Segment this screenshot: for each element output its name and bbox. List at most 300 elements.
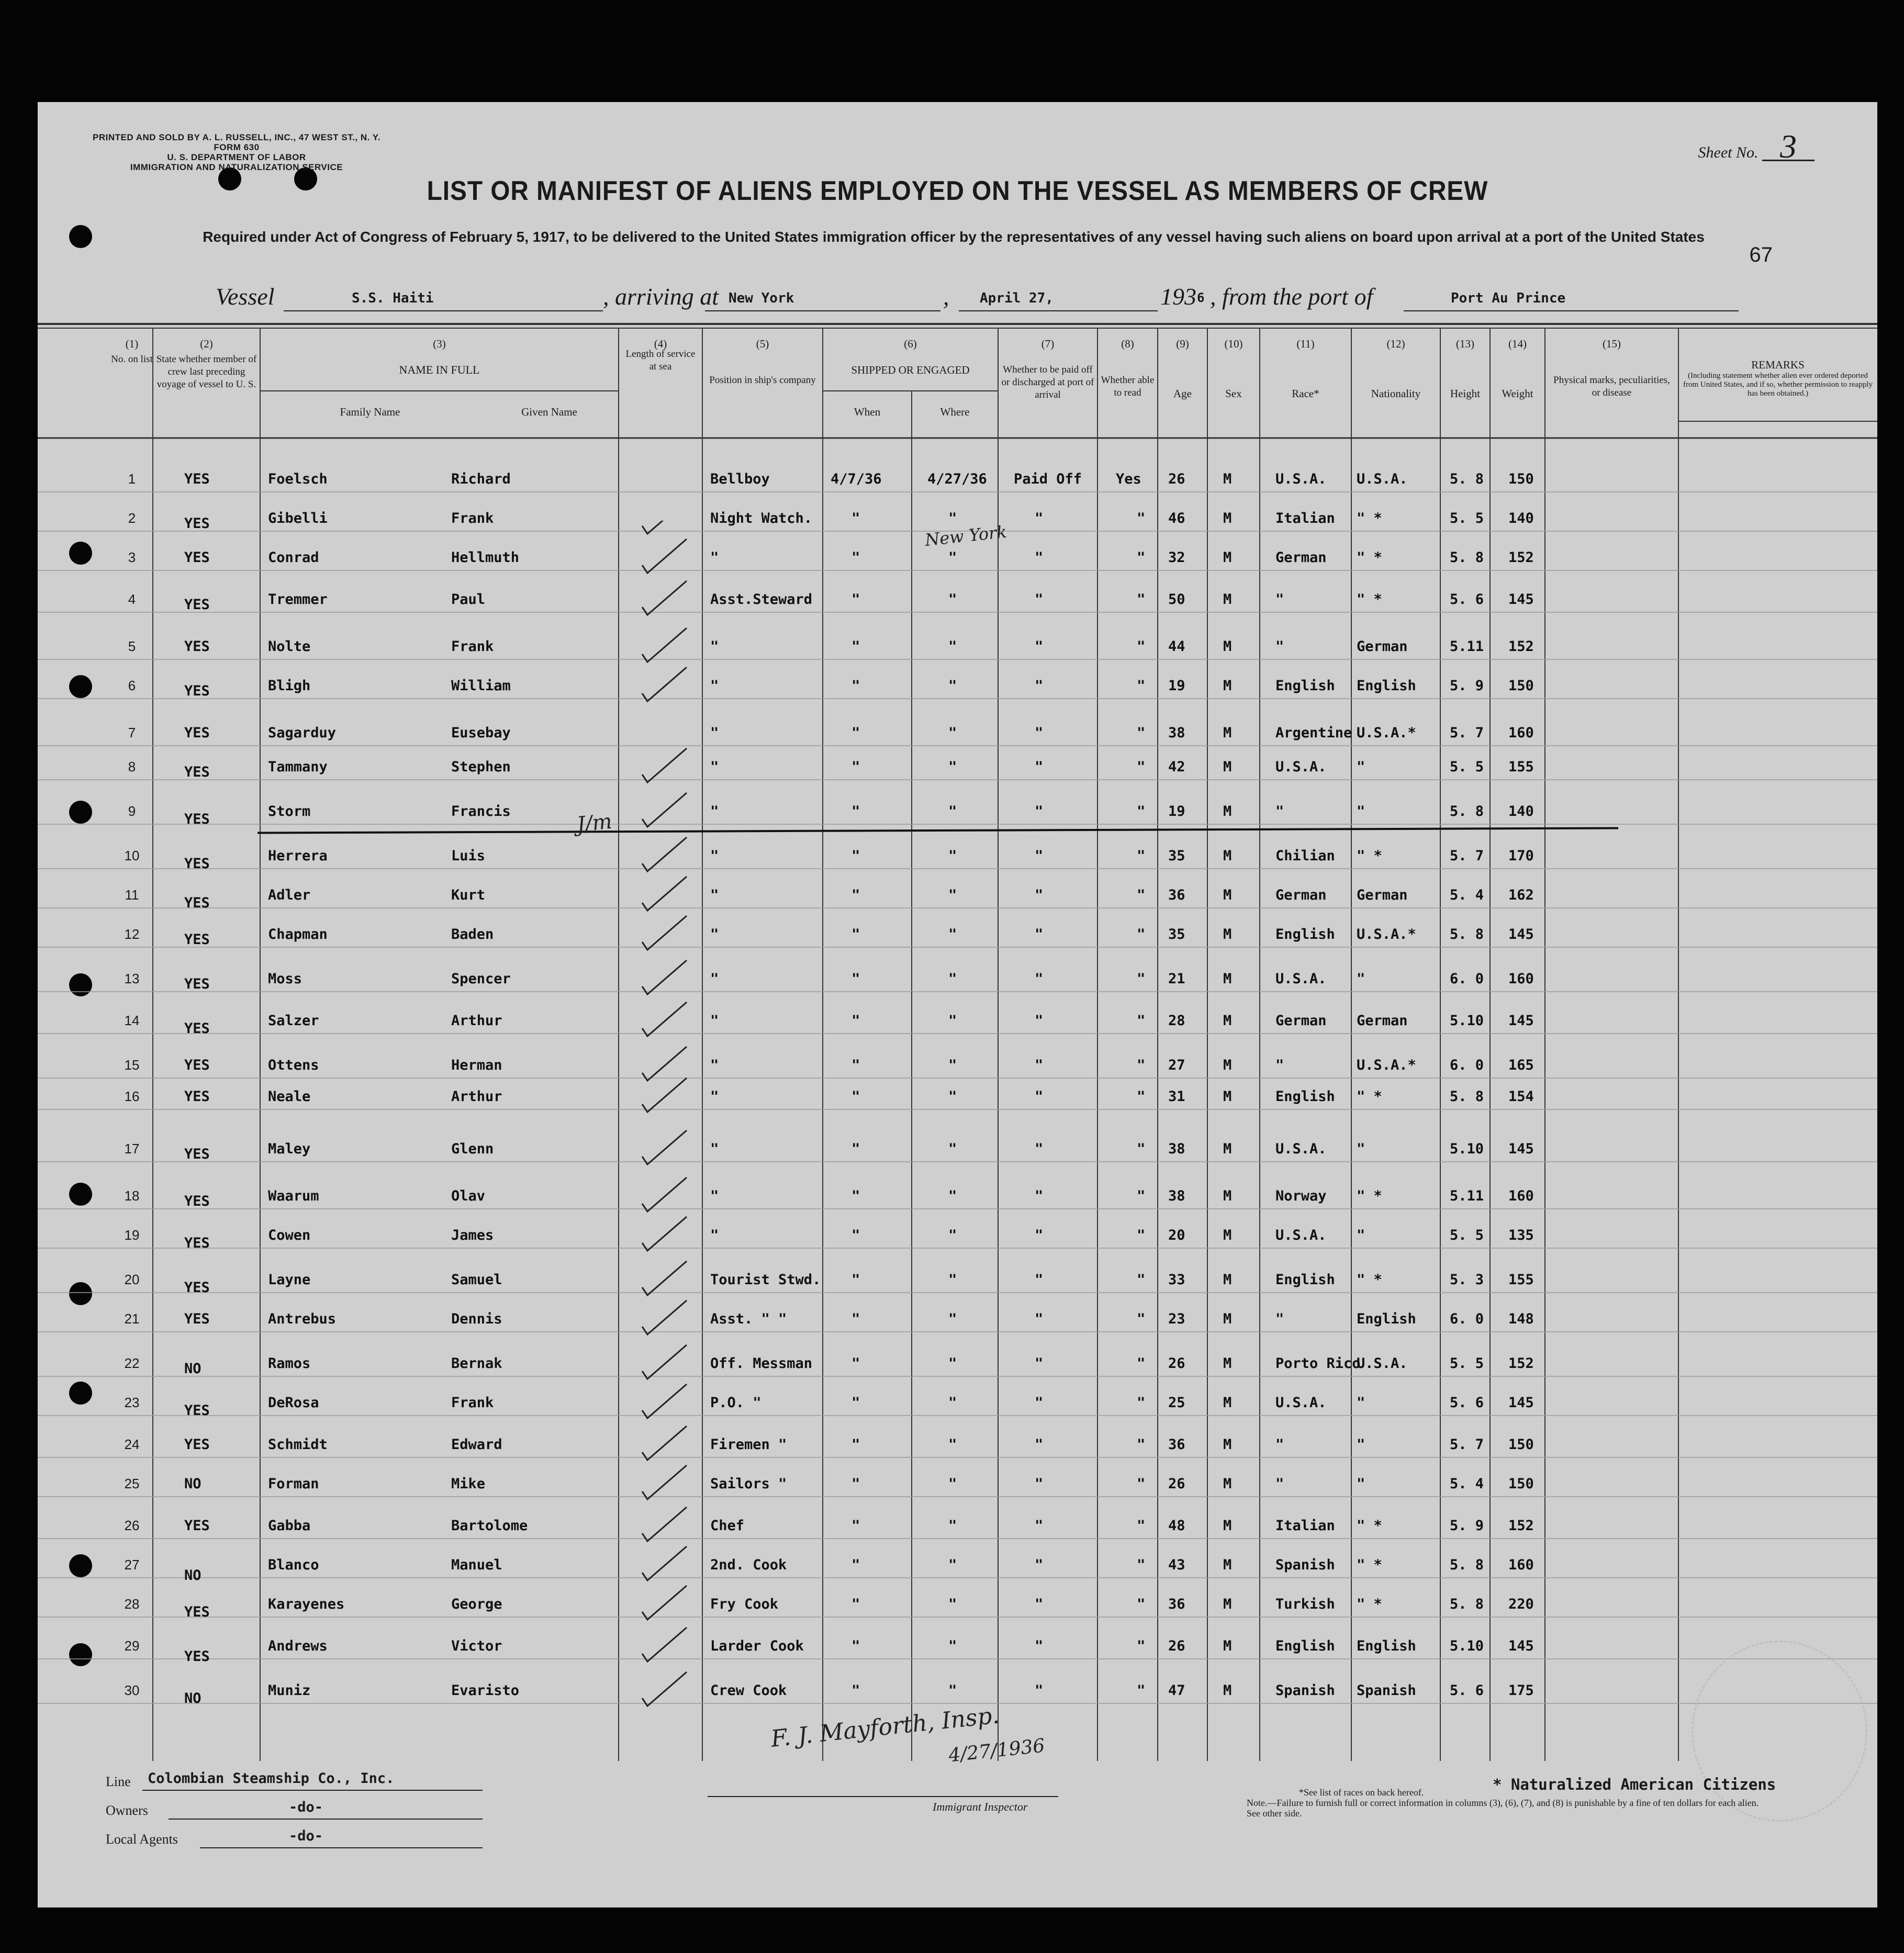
cell-when: " xyxy=(852,926,860,942)
cell-weight: 162 xyxy=(1508,887,1534,903)
cell-nat: " * xyxy=(1357,549,1382,566)
cell-when: " xyxy=(852,1638,860,1654)
owners-value: -do- xyxy=(289,1799,323,1815)
cell-race: " xyxy=(1275,803,1284,820)
cell-race: " xyxy=(1275,638,1284,655)
cell-prev: YES xyxy=(184,895,210,911)
cell-position: " xyxy=(710,549,719,566)
cell-age: 36 xyxy=(1168,887,1185,903)
cell-height: 5. 4 xyxy=(1450,887,1484,903)
cell-given: Arthur xyxy=(451,1013,502,1029)
check-mark xyxy=(642,1300,687,1334)
cell-race: Chilian xyxy=(1275,848,1335,864)
column-header-c11: Race* xyxy=(1292,387,1319,400)
cell-where: " xyxy=(948,678,957,694)
cell-given: Edward xyxy=(451,1436,502,1453)
cell-read: " xyxy=(1137,1638,1146,1654)
check-mark xyxy=(642,916,687,950)
row-number: 29 xyxy=(124,1638,140,1654)
cell-weight: 152 xyxy=(1508,1355,1534,1372)
cell-height: 5. 8 xyxy=(1450,471,1484,487)
cell-when: " xyxy=(852,1596,860,1612)
cell-height: 5. 9 xyxy=(1450,1518,1484,1534)
cell-race: " xyxy=(1275,591,1284,608)
cell-nat: German xyxy=(1357,887,1408,903)
cell-where: " xyxy=(948,510,957,526)
cell-sex: M xyxy=(1223,1476,1232,1492)
check-mark xyxy=(642,837,687,871)
cell-where: " xyxy=(948,971,957,987)
check-mark xyxy=(642,628,687,662)
column-number-c9: (9) xyxy=(1176,338,1189,350)
cell-position: Off. Messman xyxy=(710,1355,813,1372)
cell-given: Richard xyxy=(451,471,511,487)
cell-family: Cowen xyxy=(268,1227,311,1243)
cell-position: " xyxy=(710,1057,719,1073)
cell-weight: 152 xyxy=(1508,638,1534,655)
arriving-port: New York xyxy=(729,290,794,306)
form-number: FORM 630 xyxy=(214,142,260,152)
cell-nat: " xyxy=(1357,1141,1365,1157)
cell-weight: 145 xyxy=(1508,591,1534,608)
cell-nat: " * xyxy=(1357,591,1382,608)
cell-sex: M xyxy=(1223,1395,1232,1411)
page-title: LIST OR MANIFEST OF ALIENS EMPLOYED ON THE VESSEL AS MEMBERS OF CREW xyxy=(427,176,1488,206)
cell-nat: " * xyxy=(1357,848,1382,864)
cell-height: 5.11 xyxy=(1450,1188,1484,1204)
cell-prev: YES xyxy=(184,1648,210,1665)
page-subtitle: Required under Act of Congress of February 5, 1917, to be delivered to the United States immigration officer by the representatives of any vessel having such aliens on board upon arrival at a port of the United States xyxy=(203,229,1705,245)
cell-prev: YES xyxy=(184,549,210,566)
cell-height: 5. 5 xyxy=(1450,1355,1484,1372)
cell-read: " xyxy=(1137,848,1146,864)
cell-where: " xyxy=(948,803,957,820)
cell-prev: YES xyxy=(184,1311,210,1327)
cell-where: " xyxy=(948,1436,957,1453)
cell-height: 5. 8 xyxy=(1450,803,1484,820)
cell-read: " xyxy=(1137,1557,1146,1573)
punch-hole xyxy=(69,225,92,248)
cell-given: Frank xyxy=(451,638,494,655)
cell-height: 5. 3 xyxy=(1450,1272,1484,1288)
cell-age: 28 xyxy=(1168,1013,1185,1029)
cell-age: 26 xyxy=(1168,1638,1185,1654)
cell-read: " xyxy=(1137,803,1146,820)
cell-prev: YES xyxy=(184,811,210,827)
cell-weight: 150 xyxy=(1508,678,1534,694)
cell-read: " xyxy=(1137,678,1146,694)
cell-sex: M xyxy=(1223,471,1232,487)
cell-position: Crew Cook xyxy=(710,1682,787,1699)
cell-age: 42 xyxy=(1168,759,1185,775)
column-header-c16: REMARKS xyxy=(1751,358,1805,371)
cell-when: " xyxy=(852,510,860,526)
cell-given: Bartolome xyxy=(451,1518,528,1534)
cell-given: Olav xyxy=(451,1188,486,1204)
cell-race: U.S.A. xyxy=(1275,759,1327,775)
cell-paid: " xyxy=(1035,1013,1044,1029)
sheet-number xyxy=(1698,128,1815,165)
cell-height: 5.10 xyxy=(1450,1013,1484,1029)
row-number: 2 xyxy=(128,510,136,526)
cell-nat: " xyxy=(1357,971,1365,987)
check-mark xyxy=(642,1546,687,1580)
cell-nat: English xyxy=(1357,678,1416,694)
cell-age: 38 xyxy=(1168,1188,1185,1204)
cell-race: Italian xyxy=(1275,510,1335,526)
cell-when: " xyxy=(852,1557,860,1573)
cell-read: " xyxy=(1137,1395,1146,1411)
cell-prev: YES xyxy=(184,1193,210,1209)
cell-read: " xyxy=(1137,725,1146,741)
cell-paid: " xyxy=(1035,1557,1044,1573)
cell-position: Chef xyxy=(710,1518,745,1534)
cell-paid: " xyxy=(1035,887,1044,903)
cell-paid: " xyxy=(1035,1355,1044,1372)
cell-nat: Spanish xyxy=(1357,1682,1416,1699)
cell-prev: NO xyxy=(184,1361,201,1377)
cell-sex: M xyxy=(1223,1141,1232,1157)
cell-given: Frank xyxy=(451,510,494,526)
cell-sex: M xyxy=(1223,549,1232,566)
cell-nat: " * xyxy=(1357,1088,1382,1105)
cell-read: " xyxy=(1137,510,1146,526)
cell-prev: YES xyxy=(184,1088,210,1105)
row-number: 27 xyxy=(124,1557,140,1573)
agents-label: Local Agents xyxy=(106,1832,178,1847)
sheet-value: 3 xyxy=(1762,133,1815,161)
row-number: 12 xyxy=(124,926,140,942)
owners-label: Owners xyxy=(106,1803,148,1818)
cell-height: 6. 0 xyxy=(1450,971,1484,987)
column-number-c15: (15) xyxy=(1603,338,1621,350)
cell-sex: M xyxy=(1223,725,1232,741)
cell-position: Asst. " " xyxy=(710,1311,787,1327)
cell-family: Andrews xyxy=(268,1638,328,1654)
cell-read: " xyxy=(1137,1057,1146,1073)
check-mark xyxy=(642,1130,687,1164)
cell-nat: English xyxy=(1357,1638,1416,1654)
cell-age: 20 xyxy=(1168,1227,1185,1243)
cell-height: 5. 6 xyxy=(1450,1395,1484,1411)
cell-nat: " * xyxy=(1357,1518,1382,1534)
cell-paid: " xyxy=(1035,678,1044,694)
cell-when: " xyxy=(852,1188,860,1204)
cell-when: " xyxy=(852,848,860,864)
cell-family: Muniz xyxy=(268,1682,311,1699)
cell-nat: " * xyxy=(1357,1188,1382,1204)
row-number: 8 xyxy=(128,759,136,775)
cell-sex: M xyxy=(1223,887,1232,903)
cell-where: " xyxy=(948,887,957,903)
year-suffix: 6 xyxy=(1197,290,1205,305)
cell-where: " xyxy=(948,1557,957,1573)
cell-weight: 160 xyxy=(1508,971,1534,987)
cell-position: Asst.Steward xyxy=(710,591,813,608)
cell-height: 5. 8 xyxy=(1450,1557,1484,1573)
cell-family: Schmidt xyxy=(268,1436,328,1453)
penalty-note: Note.—Failure to furnish full or correct information in columns (3), (6), (7), and (8) is punishable by a fine of ten dollars for each alien. See other side. xyxy=(1247,1798,1759,1819)
cell-position: " xyxy=(710,1188,719,1204)
agents-value: -do- xyxy=(289,1828,323,1844)
cell-read: " xyxy=(1137,549,1146,566)
cell-where: " xyxy=(948,1638,957,1654)
row-number: 20 xyxy=(124,1272,140,1287)
check-mark xyxy=(642,1078,687,1112)
cell-sex: M xyxy=(1223,803,1232,820)
cell-nat: U.S.A. xyxy=(1357,471,1408,487)
cell-given: Hellmuth xyxy=(451,549,520,566)
cell-sex: M xyxy=(1223,1596,1232,1612)
cell-sex: M xyxy=(1223,1557,1232,1573)
cell-prev: YES xyxy=(184,1235,210,1251)
cell-when: " xyxy=(852,678,860,694)
row-number: 6 xyxy=(128,678,136,693)
cell-race: U.S.A. xyxy=(1275,1395,1327,1411)
cell-paid: " xyxy=(1035,1141,1044,1157)
naturalized-note: * Naturalized American Citizens xyxy=(1493,1776,1776,1793)
line-label: Line xyxy=(106,1774,131,1789)
cell-sex: M xyxy=(1223,1057,1232,1073)
cell-where: " xyxy=(948,1518,957,1534)
cell-weight: 145 xyxy=(1508,1395,1534,1411)
cell-when: " xyxy=(852,803,860,820)
cell-prev: YES xyxy=(184,1279,210,1296)
cell-age: 25 xyxy=(1168,1395,1185,1411)
cell-position: " xyxy=(710,1227,719,1243)
cell-weight: 220 xyxy=(1508,1596,1534,1612)
cell-paid: " xyxy=(1035,926,1044,942)
cell-weight: 145 xyxy=(1508,1141,1534,1157)
check-mark xyxy=(642,1261,687,1295)
cell-given: Glenn xyxy=(451,1141,494,1157)
cell-weight: 140 xyxy=(1508,803,1534,820)
cell-where: " xyxy=(948,591,957,608)
cell-position: " xyxy=(710,848,719,864)
cell-weight: 145 xyxy=(1508,1013,1534,1029)
check-mark xyxy=(642,748,687,782)
cell-read: " xyxy=(1137,1141,1146,1157)
cell-family: Salzer xyxy=(268,1013,319,1029)
cell-family: Blanco xyxy=(268,1557,319,1573)
cell-when: " xyxy=(852,1057,860,1073)
cell-position: " xyxy=(710,638,719,655)
cell-paid: " xyxy=(1035,1596,1044,1612)
cell-position: " xyxy=(710,759,719,775)
cell-where: " xyxy=(948,1311,957,1327)
cell-age: 26 xyxy=(1168,471,1185,487)
cell-nat: " * xyxy=(1357,1596,1382,1612)
arriving-label: , arriving at xyxy=(603,283,719,310)
cell-nat: " xyxy=(1357,803,1365,820)
cell-prev: NO xyxy=(184,1567,201,1584)
cell-position: P.O. " xyxy=(710,1395,761,1411)
cell-prev: YES xyxy=(184,725,210,741)
cell-given: Manuel xyxy=(451,1557,502,1573)
from-label: , from the port of xyxy=(1210,283,1373,310)
check-mark xyxy=(642,877,687,911)
cell-where: " xyxy=(948,1013,957,1029)
cell-family: Tammany xyxy=(268,759,328,775)
cell-age: 36 xyxy=(1168,1596,1185,1612)
cell-read: " xyxy=(1137,1311,1146,1327)
cell-position: " xyxy=(710,971,719,987)
row-number: 21 xyxy=(124,1311,140,1327)
cell-sex: M xyxy=(1223,1311,1232,1327)
cell-sex: M xyxy=(1223,678,1232,694)
cell-family: Waarum xyxy=(268,1188,319,1204)
cell-prev: NO xyxy=(184,1690,201,1707)
cell-race: Italian xyxy=(1275,1518,1335,1534)
cell-family: Forman xyxy=(268,1476,319,1492)
cell-family: Bligh xyxy=(268,678,311,694)
check-mark xyxy=(642,1465,687,1499)
cell-height: 5. 7 xyxy=(1450,848,1484,864)
cell-weight: 160 xyxy=(1508,1557,1534,1573)
cell-family: Maley xyxy=(268,1141,311,1157)
row-number: 3 xyxy=(128,549,136,565)
cell-height: 5. 6 xyxy=(1450,1682,1484,1699)
cell-prev: YES xyxy=(184,683,210,699)
cell-read: " xyxy=(1137,1682,1146,1699)
cell-prev: YES xyxy=(184,856,210,872)
check-mark xyxy=(642,539,687,573)
official-seal xyxy=(1692,1641,1867,1822)
row-number: 7 xyxy=(128,725,136,740)
cell-paid: " xyxy=(1035,510,1044,526)
check-mark xyxy=(642,1002,687,1036)
cell-height: 5. 8 xyxy=(1450,1088,1484,1105)
cell-race: Norway xyxy=(1275,1188,1327,1204)
line-value: Colombian Steamship Co., Inc. xyxy=(148,1770,395,1787)
row-number: 14 xyxy=(124,1013,140,1028)
column-header-c13: Height xyxy=(1450,387,1481,400)
cell-paid: " xyxy=(1035,1476,1044,1492)
cell-paid: " xyxy=(1035,1682,1044,1699)
cell-sex: M xyxy=(1223,926,1232,942)
cell-nat: " xyxy=(1357,1227,1365,1243)
check-mark xyxy=(642,1177,687,1211)
cell-sex: M xyxy=(1223,1518,1232,1534)
column-header-c6-when: When xyxy=(854,406,881,418)
cell-sex: M xyxy=(1223,1682,1232,1699)
cell-age: 35 xyxy=(1168,926,1185,942)
cell-weight: 170 xyxy=(1508,848,1534,864)
cell-when: " xyxy=(852,725,860,741)
cell-paid: " xyxy=(1035,638,1044,655)
cell-read: " xyxy=(1137,1355,1146,1372)
printer-line: PRINTED AND SOLD BY A. L. RUSSELL, INC., 47 WEST ST., N. Y. xyxy=(93,132,380,142)
cell-position: Night Watch. xyxy=(710,510,813,526)
cell-position: Fry Cook xyxy=(710,1596,779,1612)
cell-given: Paul xyxy=(451,591,486,608)
cell-read: " xyxy=(1137,638,1146,655)
cell-prev: YES xyxy=(184,515,210,532)
cell-weight: 150 xyxy=(1508,471,1534,487)
column-header-c4: Length of service at sea xyxy=(625,349,696,372)
cell-when: " xyxy=(852,1682,860,1699)
cell-height: 5.10 xyxy=(1450,1638,1484,1654)
cell-prev: YES xyxy=(184,638,210,655)
cell-read: " xyxy=(1137,887,1146,903)
check-mark xyxy=(642,1217,687,1251)
cell-nat: U.S.A.* xyxy=(1357,725,1416,741)
cell-where: " xyxy=(948,1188,957,1204)
cell-race: English xyxy=(1275,926,1335,942)
cell-position: " xyxy=(710,1088,719,1105)
cell-height: 5. 6 xyxy=(1450,591,1484,608)
column-header-c1: No. on list xyxy=(111,354,153,365)
cell-race: Turkish xyxy=(1275,1596,1335,1612)
column-header-c14: Weight xyxy=(1502,387,1533,400)
cell-race: " xyxy=(1275,1476,1284,1492)
check-mark xyxy=(642,1586,687,1620)
cell-sex: M xyxy=(1223,848,1232,864)
cell-read: " xyxy=(1137,1518,1146,1534)
column-header-c3: NAME IN FULL xyxy=(399,363,480,376)
cell-paid: " xyxy=(1035,1272,1044,1288)
cell-nat: U.S.A.* xyxy=(1357,926,1416,942)
cell-paid: " xyxy=(1035,803,1044,820)
cell-nat: " * xyxy=(1357,1272,1382,1288)
row-number: 17 xyxy=(124,1141,140,1157)
column-header-c3-given: Given Name xyxy=(521,406,577,418)
cell-paid: " xyxy=(1035,971,1044,987)
cell-read: " xyxy=(1137,591,1146,608)
cell-age: 21 xyxy=(1168,971,1185,987)
cell-given: James xyxy=(451,1227,494,1243)
cell-when: " xyxy=(852,1227,860,1243)
cell-age: 27 xyxy=(1168,1057,1185,1073)
vessel-label: Vessel xyxy=(216,283,275,310)
handwritten-where-note: New York xyxy=(924,521,1008,551)
cell-race: German xyxy=(1275,887,1327,903)
column-header-c7: Whether to be paid off or discharged at port of arrival xyxy=(1001,364,1094,400)
row-number: 30 xyxy=(124,1682,140,1698)
cell-nat: " xyxy=(1357,1436,1365,1453)
cell-prev: YES xyxy=(184,1057,210,1073)
cell-where: " xyxy=(948,1141,957,1157)
check-mark xyxy=(642,1426,687,1460)
cell-given: Francis xyxy=(451,803,511,820)
cell-prev: YES xyxy=(184,597,210,613)
cell-prev: YES xyxy=(184,976,210,992)
row-number: 10 xyxy=(124,848,140,863)
cell-where: " xyxy=(948,1596,957,1612)
cell-height: 5. 5 xyxy=(1450,1227,1484,1243)
cell-where: 4/27/36 xyxy=(927,471,987,487)
check-mark xyxy=(642,667,687,701)
cell-read: " xyxy=(1137,1188,1146,1204)
cell-given: George xyxy=(451,1596,502,1612)
column-number-c4: (4) xyxy=(654,338,667,350)
cell-prev: YES xyxy=(184,1604,210,1620)
cell-sex: M xyxy=(1223,1188,1232,1204)
cell-family: Adler xyxy=(268,887,311,903)
check-mark xyxy=(642,1047,687,1081)
cell-nat: U.S.A.* xyxy=(1357,1057,1416,1073)
cell-weight: 165 xyxy=(1508,1057,1534,1073)
cell-nat: U.S.A. xyxy=(1357,1355,1408,1372)
row-number: 24 xyxy=(124,1436,140,1452)
arrival-date: April 27, xyxy=(980,290,1054,306)
cell-race: " xyxy=(1275,1311,1284,1327)
column-header-c6: SHIPPED OR ENGAGED xyxy=(851,364,970,376)
column-header-c16-note: (Including statement whether alien ever ordered deported from United States, and if so, whether permission to reapply has been obtained.) xyxy=(1683,372,1873,398)
cell-given: Eusebay xyxy=(451,725,511,741)
checkmarks-column xyxy=(619,521,702,1829)
cell-race: Argentine xyxy=(1275,725,1352,741)
